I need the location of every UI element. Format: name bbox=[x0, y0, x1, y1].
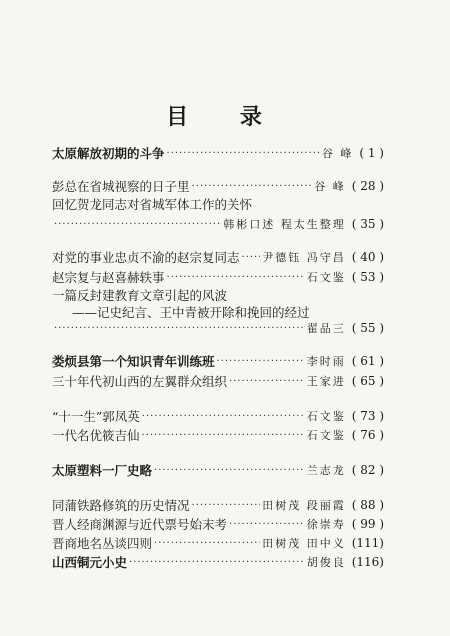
toc-entry bbox=[52, 286, 392, 304]
toc-entry bbox=[52, 407, 384, 425]
toc-entry bbox=[52, 553, 384, 571]
entry-author: 石文鉴 bbox=[306, 429, 346, 442]
toc-entry bbox=[52, 372, 384, 390]
entry-title: 彭总在省城视察的日子里 bbox=[52, 179, 190, 194]
entry-author: 田树茂 段丽霞 bbox=[262, 499, 346, 512]
entry-title: 一篇反封建教育文章引起的风波 bbox=[52, 288, 228, 303]
entry-title: 晋人经商渊源与近代票号始末考 bbox=[52, 517, 228, 532]
entry-page: (111) bbox=[351, 536, 384, 550]
entry-author: 胡俊良 bbox=[306, 556, 346, 569]
leader-dots bbox=[167, 272, 305, 283]
entry-title: 三十年代初山西的左翼群众组织 bbox=[52, 374, 228, 389]
leader-dots bbox=[217, 356, 305, 367]
entry-author: 石文鉴 bbox=[306, 271, 346, 284]
leader-dots bbox=[54, 323, 305, 334]
entry-title: 对党的事业忠贞不渝的赵宗复同志 bbox=[52, 250, 240, 265]
toc-entry bbox=[52, 215, 384, 233]
entry-author: 韩彬口述 程太生整理 bbox=[223, 218, 346, 231]
entry-page: ( 1 ) bbox=[359, 146, 384, 160]
entry-title: 一代名优筱吉仙 bbox=[52, 428, 140, 443]
entry-author: 兰志龙 bbox=[306, 464, 346, 477]
page-title: 目 录 bbox=[166, 104, 284, 130]
entry-page: ( 76 ) bbox=[351, 428, 384, 442]
entry-page: ( 61 ) bbox=[351, 354, 384, 368]
entry-page: ( 53 ) bbox=[351, 270, 384, 284]
toc-entry bbox=[52, 496, 384, 514]
toc-entry bbox=[52, 144, 384, 162]
leader-dots bbox=[54, 219, 221, 230]
leader-dots bbox=[242, 252, 261, 263]
entry-page: ( 88 ) bbox=[351, 498, 384, 512]
entry-page: ( 99 ) bbox=[351, 517, 384, 531]
entry-author: 谷 峰 bbox=[314, 180, 346, 193]
entry-title: 晋商地名丛谈四则 bbox=[52, 536, 153, 551]
entry-page: ( 28 ) bbox=[351, 179, 384, 193]
entry-page: ( 82 ) bbox=[351, 463, 384, 477]
toc-entry bbox=[52, 461, 384, 479]
entry-page: (116) bbox=[351, 555, 384, 569]
leader-dots bbox=[229, 376, 305, 387]
entry-subtitle: ——记史纪言、王中青被开除和挽回的经过 bbox=[72, 305, 310, 320]
entry-title: 娄烦县第一个知识青年训练班 bbox=[52, 354, 215, 369]
leader-dots bbox=[154, 538, 260, 549]
toc-entry bbox=[52, 319, 384, 337]
entry-title: 太原解放初期的斗争 bbox=[52, 146, 165, 161]
entry-title: “十一生”郭凤英 bbox=[52, 409, 140, 424]
entry-page: ( 55 ) bbox=[351, 321, 384, 335]
toc-entry bbox=[52, 177, 384, 195]
toc-entry bbox=[52, 534, 384, 552]
entry-author: 徐崇寿 bbox=[306, 518, 346, 531]
toc-entry bbox=[52, 248, 384, 266]
leader-dots bbox=[129, 557, 305, 568]
entry-author: 石文鉴 bbox=[306, 410, 346, 423]
entry-author: 李时雨 bbox=[306, 355, 346, 368]
leader-dots bbox=[142, 411, 305, 422]
entry-title: 回忆贺龙同志对省城军体工作的关怀 bbox=[52, 197, 253, 212]
leader-dots bbox=[154, 465, 305, 476]
entry-title: 太原塑料一厂史略 bbox=[52, 463, 153, 478]
entry-page: ( 35 ) bbox=[351, 217, 384, 231]
entry-title: 同蒲铁路修筑的历史情况 bbox=[52, 498, 190, 513]
entry-author: 翟品三 bbox=[306, 322, 346, 335]
leader-dots bbox=[142, 430, 305, 441]
entry-page: ( 73 ) bbox=[351, 409, 384, 423]
toc-entry bbox=[52, 352, 384, 370]
leader-dots bbox=[192, 500, 261, 511]
entry-title: 山西铜元小史 bbox=[52, 555, 128, 570]
toc-entry bbox=[52, 515, 384, 533]
entry-author: 谷 峰 bbox=[321, 147, 354, 160]
entry-author: 王家进 bbox=[306, 375, 346, 388]
entry-page: ( 40 ) bbox=[351, 250, 384, 264]
entry-author: 田树茂 田中义 bbox=[262, 537, 346, 550]
leader-dots bbox=[167, 148, 320, 159]
entry-title: 赵宗复与赵喜赫轶事 bbox=[52, 270, 165, 285]
leader-dots bbox=[229, 519, 305, 530]
leader-dots bbox=[192, 181, 313, 192]
toc-entry bbox=[52, 426, 384, 444]
entry-page: ( 65 ) bbox=[351, 374, 384, 388]
entry-author: 尹德钰 冯守昌 bbox=[262, 251, 346, 264]
toc-entry bbox=[52, 268, 384, 286]
toc-entry bbox=[52, 195, 392, 213]
